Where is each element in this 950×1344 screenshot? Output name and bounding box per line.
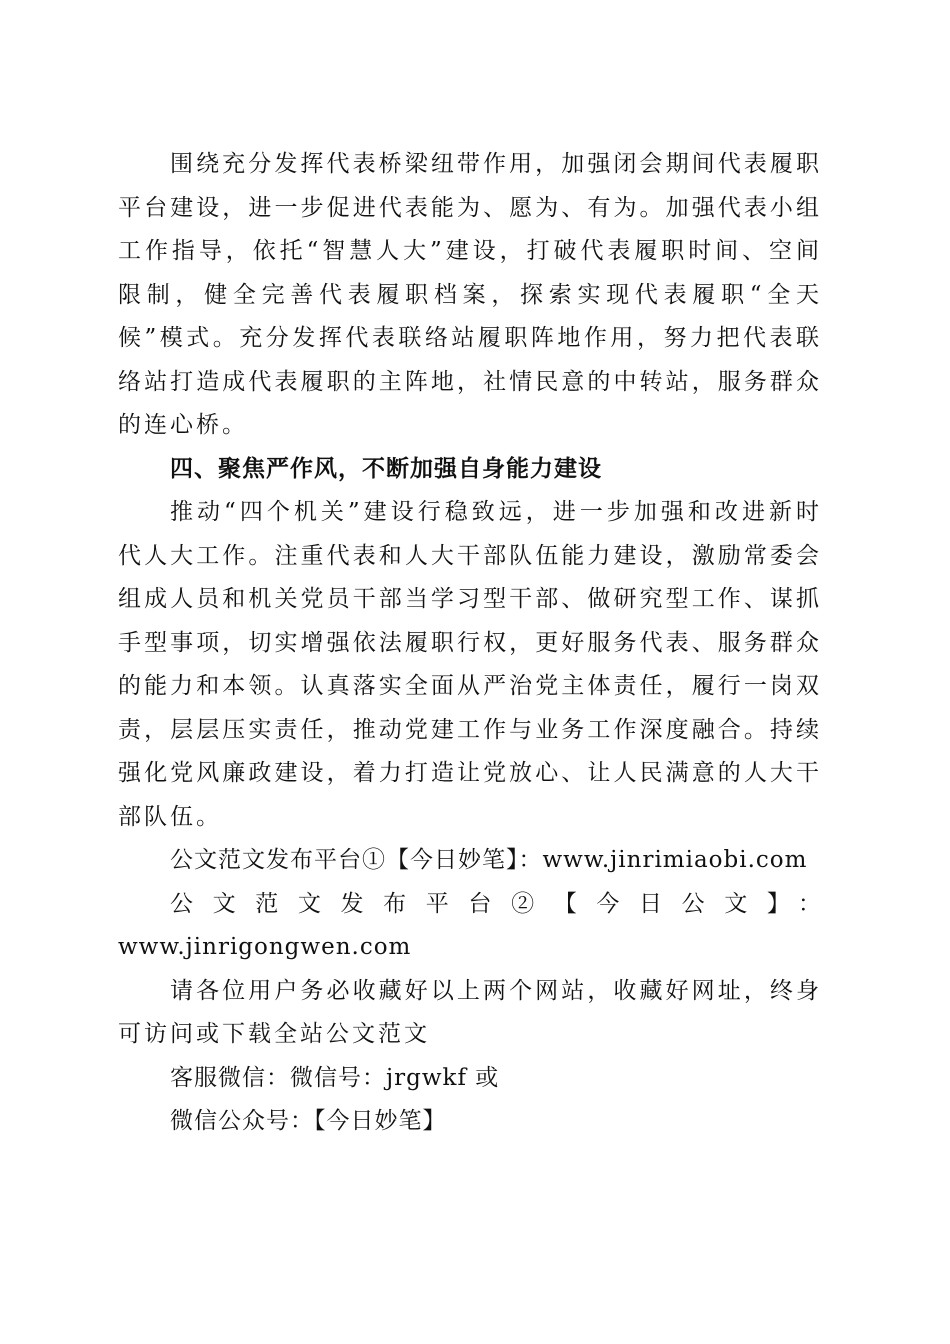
section-heading: 四、聚焦严作风，不断加强自身能力建设 <box>170 455 602 482</box>
body-paragraph: 围绕充分发挥代表桥梁纽带作用，加强闭会期间代表履职平台建设，进一步促进代表能为、愿为、有为。加强代表小组工作指导，依托“智慧人大”建设，打破代表履职时间、空间限制，健全完善代表履职档案，探索实现代表履职“全天候”模式。充分发挥代表联络站履职阵地作用，努力把代表联络站打造成代表履职的主阵地，社情民意的中转站，服务群众的连心桥。 <box>118 151 822 438</box>
body-paragraph: 推动“四个机关”建设行稳致远，进一步加强和改进新时代人大工作。注重代表和人大干部队伍能力建设，激励常委会组成人员和机关党员干部当学习型干部、做研究型工作、谋抓手型事项，切实增强依法履职行权，更好服务代表、服务群众的能力和本领。认真落实全面从严治党主体责任，履行一岗双责，层层压实责任，推动党建工作与业务工作深度融合。持续强化党风廉政建设，着力打造让党放心、让人民满意的人大干部队伍。 <box>118 499 822 830</box>
wechat-account-line: 微信公众号：【今日妙笔】 <box>170 1108 447 1134</box>
platform-line-1: 公文范文发布平台①【今日妙笔】：www.jinrimiaobi.com <box>170 847 808 873</box>
notice-paragraph: 请各位用户务必收藏好以上两个网站，收藏好网址，终身可访问或下载全站公文范文 <box>118 977 822 1047</box>
platform-line-2: 公文范文发布平台②【今日公文】： <box>170 890 822 917</box>
document-page <box>118 143 822 1144</box>
platform-url-2: www.jinrigongwen.com <box>118 934 412 960</box>
customer-service-line: 客服微信：微信号：jrgwkf 或 <box>170 1064 500 1091</box>
